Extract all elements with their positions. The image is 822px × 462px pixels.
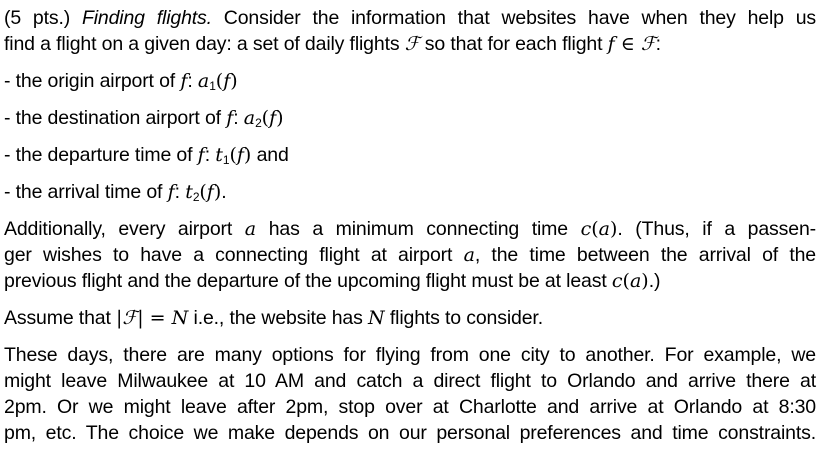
connecting-text: has a minimum connecting time [256,218,581,240]
options-line-4: pm, etc. The choice we make depends on our personal preferences and time constraints. [4,422,816,444]
math-func: t [185,181,193,203]
connecting-text: previous flight and the departure of the upcoming flight must be at least [4,270,612,292]
intro-text-1: Consider the information that websites have when they help us [211,7,816,29]
attribute-label: - the origin airport of [4,70,181,92]
connecting-line-3: previous flight and the departure of the upcoming flight must be at least c(a).) [4,270,661,292]
points: (5 pts.) [4,7,71,29]
assume-text: i.e., the website has [188,307,368,329]
attribute-label: - the arrival time of [4,181,168,203]
math-func: a [197,70,210,92]
assume-line: Assume that |ℱ| = N i.e., the website has N flights to consider. [4,307,543,329]
math-flight-set: ℱ [404,33,420,55]
connecting-line-1: Additionally, every airport a has a minimum connecting time c(a). (Thus, if a passen- [4,218,816,240]
connecting-text: .) [648,270,661,292]
assume-text: flights to consider. [384,307,543,329]
math-func: t [215,144,223,166]
attribute-departure: - the departure time of f: $t_1(f)$ and [4,144,289,167]
attribute-suffix: . [221,181,227,203]
attribute-arrival: - the arrival time of f: $t_2(f)$. [4,181,227,204]
math-index: 2 [192,190,200,204]
connecting-line-2: ger wishes to have a connecting flight at airport a, the time between the arrival of the [4,244,816,266]
intro-text-2b: so that for each flight [419,33,608,55]
intro-text-2c: : [655,33,661,55]
math-f-in-set: f [607,33,615,55]
math-func: a [243,107,256,129]
attribute-label: - the departure time of [4,144,198,166]
problem-title: Finding flights. [81,7,212,29]
attribute-suffix: and [251,144,289,166]
options-line-2: might leave Milwaukee at 10 AM and catch a direct flight to Orlando and arrive there at [4,370,816,392]
connecting-text: . (Thus, if a passen- [617,218,816,240]
connecting-text: Additionally, every airport [4,218,245,240]
options-line-3: 2pm. Or we might leave after 2pm, stop over at Charlotte and arrive at Orlando at 8:30 [4,396,816,418]
assume-text: Assume that [4,307,117,329]
problem-text [4,5,816,446]
attribute-label: - the destination airport of [4,107,227,129]
connecting-text: ger wishes to have a connecting flight at airport [4,244,464,266]
math-index: 1 [209,79,216,93]
attribute-origin: - the origin airport of f: $a_1(f)$ [4,70,238,93]
options-line-1: These days, there are many options for flying from one city to another. For example, we [4,344,816,366]
intro-line-1 [4,5,816,31]
connecting-text: , the time between the arrival of the [474,244,816,266]
attribute-destination: - the destination airport of f: $a_2(f)$ [4,107,284,130]
intro-text-2a: find a flight on a given day: a set of daily flights [4,33,405,55]
math-index: 1 [222,153,230,167]
intro-line-2: find a flight on a given day: a set of daily flights ℱ so that for each flight f ∈ ℱ: [4,33,661,55]
math-index: 2 [255,116,262,130]
